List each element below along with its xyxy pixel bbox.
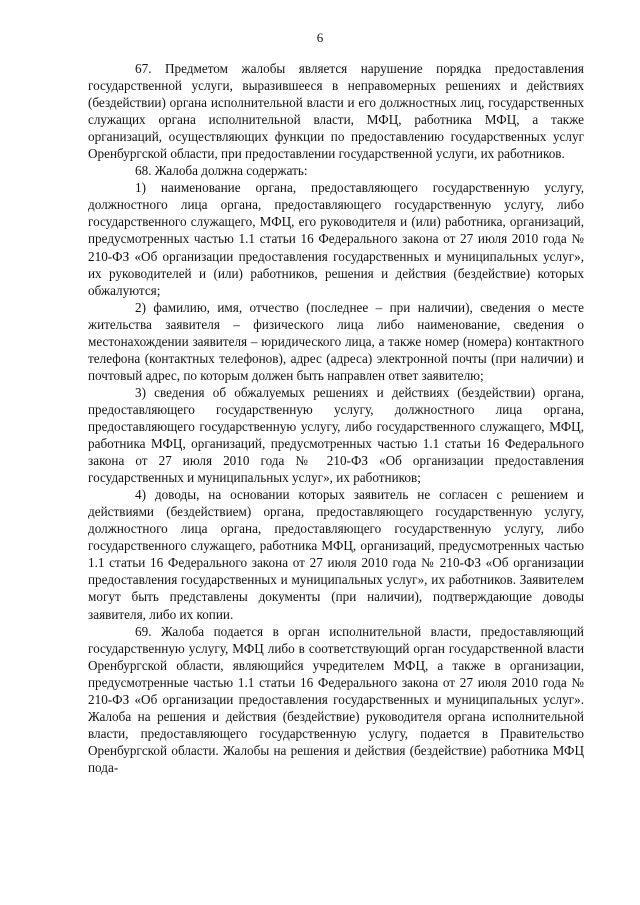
paragraph-68-heading: 68. Жалоба должна содержать: — [135, 163, 308, 179]
page-number: 6 — [316, 30, 324, 45]
paragraph-69: 69. Жалоба подается в орган исполнительной власти, предоставляющий государственную услугу, МФЦ либо в соответствующий орган государственной власти Оренбургской области, являющийся учредителем МФЦ, а также в организации, предусмотренные частью 1.1 статьи 16 Федерального закона от 27 июля 2010 года № 210-ФЗ «Об организации предоставления государственных и муниципальных услуг». Жалоба на решения и действия (бездействие) руководителя органа исполнительной власти, предоставляющего государственную услугу, подается в Правительство Оренбургской области. Жалобы на решения и действия (бездействие) работника МФЦ пода- — [88, 623, 584, 775]
list-item-3: 3) сведения об обжалуемых решениях и действиях (бездействии) органа, предоставляющего государственную услугу, должностного лица органа, предоставляющего государственную услугу, либо государственного служащего, МФЦ, работника МФЦ, организаций, предусмотренных частью 1.1 статьи 16 Федерального закона от 27 июля 2010 года № 210-ФЗ «Об организации предоставления государственных и муниципальных услуг», их работников; — [88, 384, 584, 486]
document-body — [88, 60, 584, 776]
list-item-4: 4) доводы, на основании которых заявитель не согласен с решением и действиями (бездействием) органа, предоставляющего государственную услугу, должностного лица органа, предоставляющего государственную услугу, либо государственного служащего, работника МФЦ, организаций, предусмотренных частью 1.1 статьи 16 Федерального закона от 27 июля 2010 года № 210-ФЗ «Об организации предоставления государственных и муниципальных услуг», их работников. Заявителем могут быть представлены документы (при наличии), подтверждающие доводы заявителя, либо их копии. — [88, 487, 584, 622]
list-item-1: 1) наименование органа, предоставляющего государственную услугу, должностного лица органа, предоставляющего государственную услугу, либо государственного служащего, МФЦ, его руководителя и (или) работника, организаций, предусмотренных частью 1.1 статьи 16 Федерального закона от 27 июля 2010 года № 210-ФЗ «Об организации предоставления государственных и муниципальных услуг», их руководителей и (или) работников, решения и действия (бездействие) которых обжалуются; — [88, 180, 584, 298]
paragraph-67: 67. Предметом жалобы является нарушение порядка предоставления государственной услуги, выразившееся в неправомерных решениях и действиях (бездействии) органа исполнительной власти и его должностных лиц, государственных служащих органа исполнительной власти, МФЦ, работника МФЦ, а также организаций, осуществляющих функции по предоставлению государственных услуг Оренбургской области, при предоставлении государственной услуги, их работников. — [88, 61, 584, 162]
list-item-2: 2) фамилию, имя, отчество (последнее – при наличии), сведения о месте жительства заявителя – физического лица либо наименование, сведения о местонахождении заявителя – юридического лица, а также номер (номера) контактного телефона (контактных телефонов), адрес (адреса) электронной почты (при наличии) и почтовый адрес, по которым должен быть направлен ответ заявителю; — [88, 299, 584, 383]
